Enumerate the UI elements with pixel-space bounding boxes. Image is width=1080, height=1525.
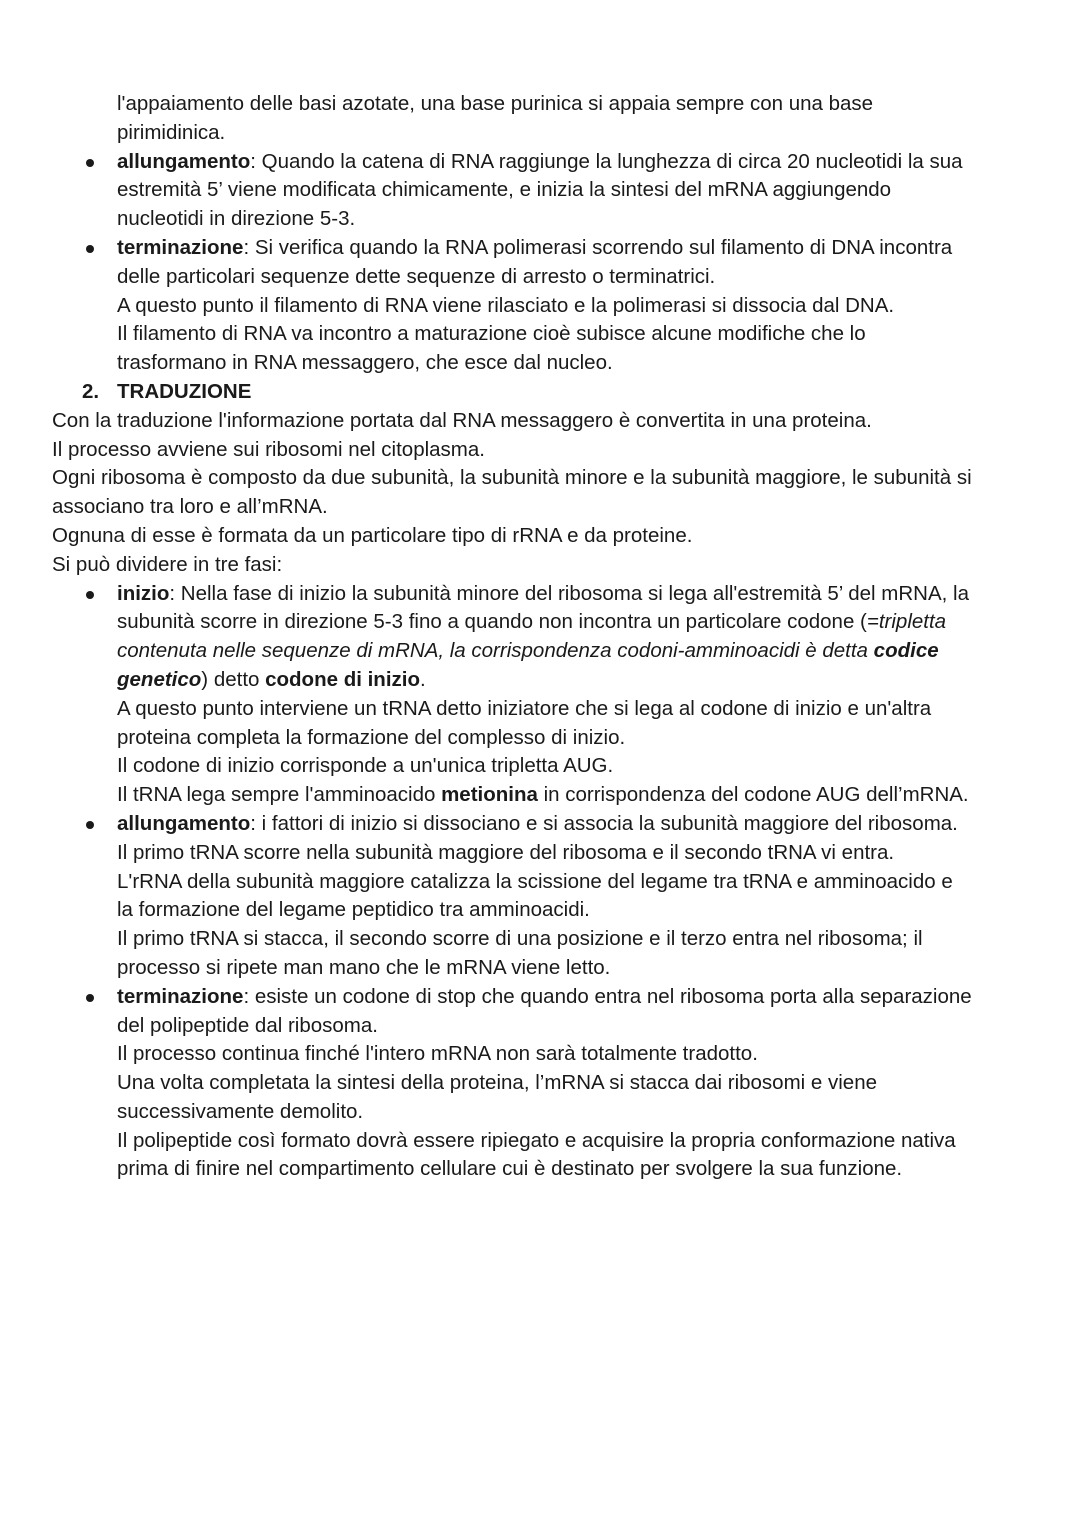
text-line: pirimidinica. [117,120,226,144]
text-span: ) detto [201,667,266,691]
text-line: Ogni ribosoma è composto da due subunità, la subunità minore e la subunità maggiore, le subunità si [52,466,972,490]
bold-italic-span: codice [873,639,939,663]
bullet-icon [86,994,94,1002]
text-span: in corrispondenza del codone AUG dell’mRNA. [537,783,969,807]
italic-span: =tripletta [866,610,947,634]
text-line [117,781,1080,810]
text-line [117,580,1080,609]
list-item-inizio [0,580,1080,810]
list-item-terminazione-traduzione [0,983,1080,1185]
text-line [117,666,1080,695]
list-item-terminazione [0,234,1080,378]
text-line: nucleotidi in direzione 5-3. [117,207,356,231]
text-line: L'rRNA della subunità maggiore catalizza la scissione del legame tra tRNA e amminoacido e [117,869,953,893]
text-line: Il filamento di RNA va incontro a maturazione cioè subisce alcune modifiche che lo [117,322,866,346]
section-number: 2. [82,379,100,403]
text-line: la formazione del legame peptidico tra amminoacidi. [117,898,590,922]
text-line: Con la traduzione l'informazione portata dal RNA messaggero è convertita in una proteina. [52,408,872,432]
section-heading-traduzione [0,378,1080,407]
text-line: Una volta completata la sintesi della proteina, l’mRNA si stacca dai ribosomi e viene [117,1071,878,1095]
bold-span: codone di inizio [265,667,420,691]
term-label: allungamento [117,811,251,835]
term-label: allungamento [117,149,251,173]
bold-span: metionina [441,783,538,807]
text-line: Il primo tRNA si stacca, il secondo scorre di una posizione e il terzo entra nel ribosoma; il [117,927,923,951]
text-line: A questo punto il filamento di RNA viene rilasciato e la polimerasi si dissocia dal DNA. [117,293,895,317]
text-line: Il processo continua finché l'intero mRNA non sarà totalmente tradotto. [117,1042,758,1066]
term-label: terminazione [117,984,244,1008]
text-span: : Quando la catena di RNA raggiunge la lunghezza di circa 20 nucleotidi la sua [250,149,963,173]
term-label: inizio [117,581,170,605]
text-line [117,983,1080,1012]
text-line: delle particolari sequenze dette sequenze di arresto o terminatrici. [117,264,716,288]
bullet-icon [86,821,94,829]
text-line: successivamente demolito. [117,1099,364,1123]
text-span: : esiste un codone di stop che quando entra nel ribosoma porta alla separazione [243,984,972,1008]
text-line: A questo punto interviene un tRNA detto iniziatore che si lega al codone di inizio e un'altra [117,696,932,720]
bullet-icon [86,159,94,167]
text-line: Ognuna di esse è formata da un particolare tipo di rRNA e da proteine. [52,523,693,547]
list-item-allungamento [0,148,1080,234]
text-line: estremità 5’ viene modificata chimicamente, e inizia la sintesi del mRNA aggiungendo [117,178,892,202]
text-line: Il primo tRNA scorre nella subunità maggiore del ribosoma e il secondo tRNA vi entra. [117,840,895,864]
italic-span: contenuta nelle sequenze di mRNA, la corrispondenza codoni-amminoacidi è detta [117,639,874,663]
text-line [117,148,1080,177]
text-line: del polipeptide dal ribosoma. [117,1013,378,1037]
text-line [117,608,1080,637]
section-title: TRADUZIONE [117,379,252,403]
list-item-allungamento-traduzione [0,810,1080,983]
text-line: Il processo avviene sui ribosomi nel citoplasma. [52,437,485,461]
text-line: Il polipeptide così formato dovrà essere ripiegato e acquisire la propria conformazione nativa [117,1128,956,1152]
bold-italic-span: genetico [117,667,202,691]
text-line [117,234,1080,263]
text-line: prima di finire nel compartimento cellulare cui è destinato per svolgere la sua funzione. [117,1157,903,1181]
text-span: . [420,667,426,691]
text-span: Il tRNA lega sempre l'amminoacido [117,783,442,807]
text-span: : i fattori di inizio si dissociano e si associa la subunità maggiore del ribosoma. [250,811,958,835]
text-line: l'appaiamento delle basi azotate, una base purinica si appaia sempre con una base [117,92,874,115]
text-span: : Nella fase di inizio la subunità minore del ribosoma si lega all'estremità 5’ del mRNA, la [169,581,969,605]
text-line: trasformano in RNA messaggero, che esce dal nucleo. [117,351,613,375]
text-line: proteina completa la formazione del complesso di inizio. [117,725,626,749]
text-line: associano tra loro e all’mRNA. [52,495,328,519]
term-label: terminazione [117,235,244,259]
text-span: subunità scorre in direzione 5-3 fino a quando non incontra un particolare codone ( [117,610,867,634]
text-line: Il codone di inizio corrisponde a un'unica tripletta AUG. [117,754,614,778]
document-page [0,90,1080,1184]
text-span: : Si verifica quando la RNA polimerasi scorrendo sul filamento di DNA incontra [243,235,953,259]
text-line [117,637,1080,666]
bullet-icon [86,245,94,253]
bullet-icon [86,591,94,599]
text-line: Si può dividere in tre fasi: [52,552,283,576]
text-line: processo si ripete man mano che le mRNA viene letto. [117,955,611,979]
text-line [117,810,1080,839]
